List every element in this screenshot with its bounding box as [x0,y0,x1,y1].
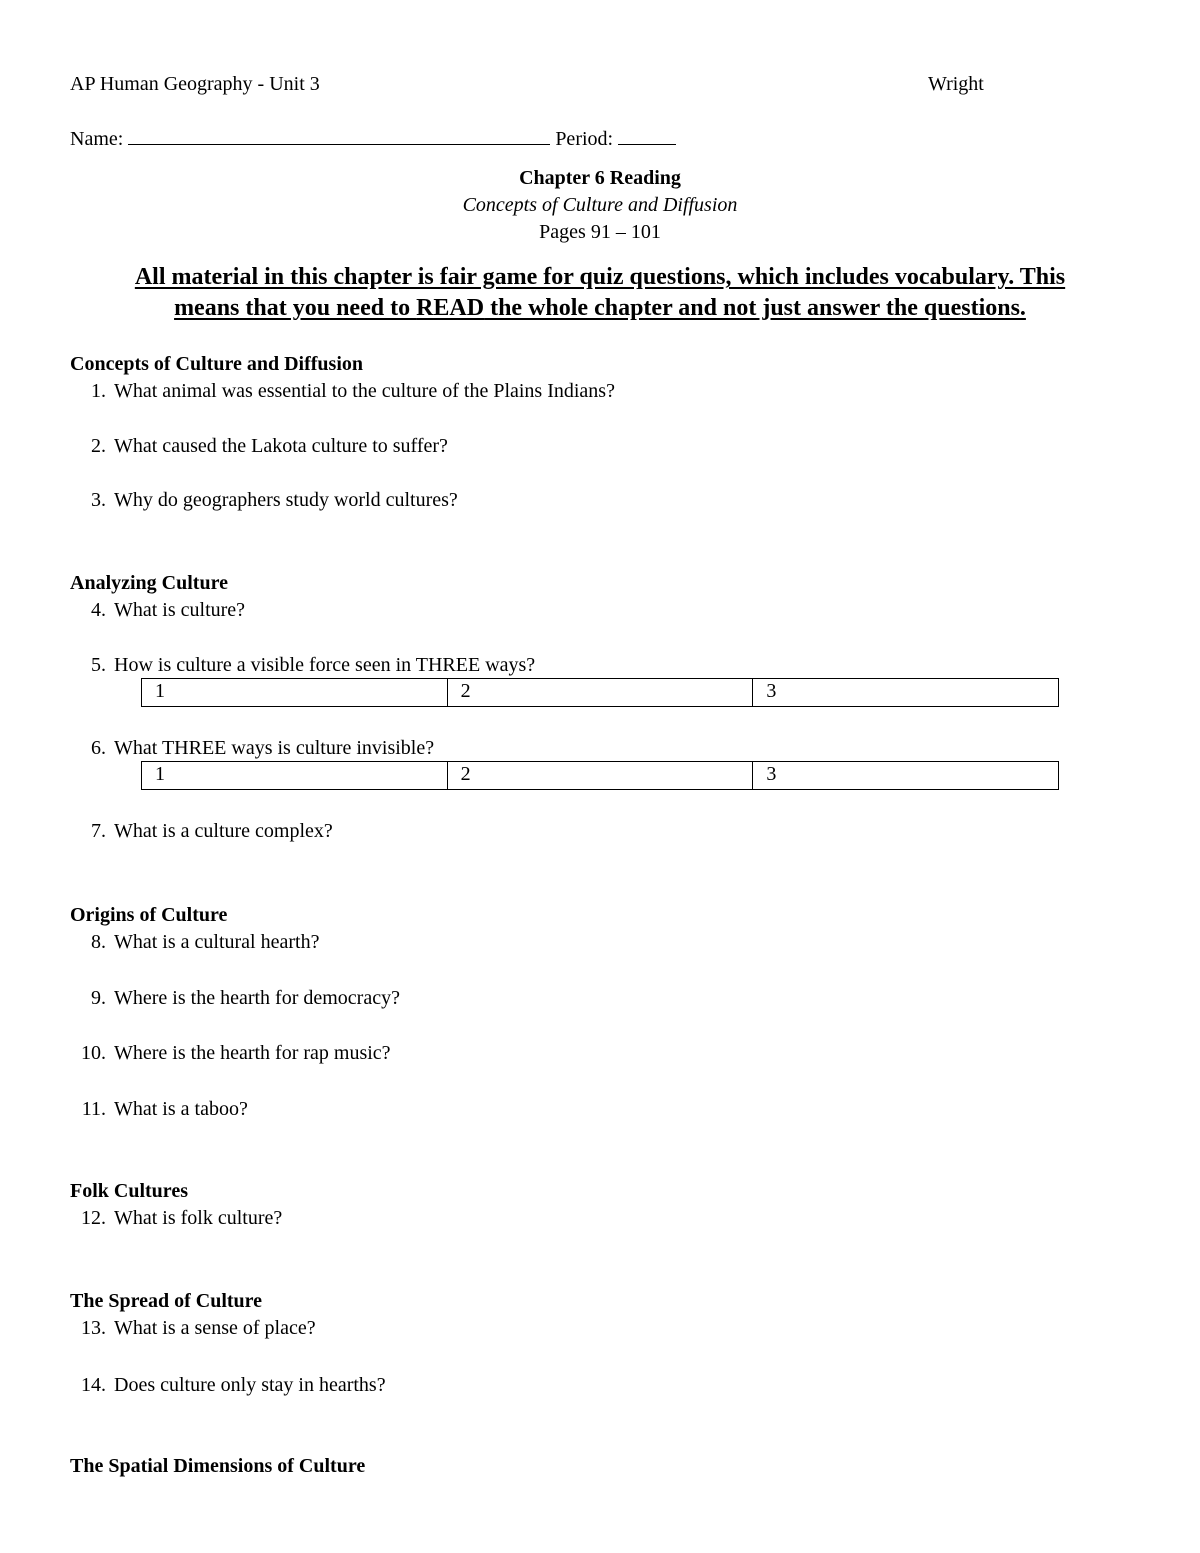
notice-emphasis: READ [416,295,485,321]
question-text: What caused the Lakota culture to suffer? [114,435,448,457]
question-item [70,1316,316,1340]
question-item [70,379,615,403]
question-number: 14. [81,1374,106,1396]
question-number: 9. [91,987,106,1009]
question-item [70,1097,248,1121]
invisible-ways-table [141,761,1059,790]
question-number: 8. [91,931,106,953]
question-text: Where is the hearth for democracy? [114,987,400,1009]
question-text: Does culture only stay in hearths? [114,1374,386,1396]
section-heading: The Spread of Culture [70,1290,263,1312]
question-item [70,1041,391,1065]
question-number: 10. [81,1042,106,1064]
question-text: Why do geographers study world cultures? [114,489,458,511]
period-label: Period: [555,128,614,150]
question-text: Where is the hearth for rap music? [114,1042,391,1064]
section-heading: Origins of Culture [70,904,228,926]
section-heading: Folk Cultures [70,1180,188,1202]
visible-ways-table [141,678,1059,707]
name-blank[interactable] [128,124,550,145]
notice-line-2 [0,293,1200,324]
question-number: 7. [91,820,106,842]
answer-cell-3[interactable]: 3 [753,762,1059,790]
question-text: What is culture? [114,599,246,621]
question-item [70,1373,386,1397]
answer-cell-1[interactable]: 1 [142,762,448,790]
question-number: 4. [91,599,106,621]
teacher-name: Wright [928,73,984,95]
question-number: 11. [81,1098,106,1120]
question-number: 2. [91,435,106,457]
question-item [70,736,434,760]
answer-cell-2[interactable]: 2 [447,679,753,707]
notice-line-1: All material in this chapter is fair game for quiz questions, which includes vocabulary. This [134,264,1066,290]
question-item [70,1206,282,1230]
question-item [70,488,458,512]
question-number: 13. [81,1317,106,1339]
name-line [70,124,676,151]
notice-line-2-end: the whole chapter and not just answer the questions. [484,295,1026,321]
chapter-pages: Pages 91 – 101 [539,221,661,243]
question-text: What is a culture complex? [114,820,333,842]
section-heading: Analyzing Culture [70,572,228,594]
question-item [70,986,400,1010]
answer-cell-2[interactable]: 2 [447,762,753,790]
question-item [70,598,245,622]
section-heading: Concepts of Culture and Diffusion [70,353,363,375]
question-text: What is a sense of place? [114,1317,316,1339]
question-item [70,434,448,458]
question-number: 12. [81,1207,106,1229]
notice-line-2-start: means that you need to [174,295,417,321]
question-number: 6. [91,737,106,759]
chapter-title: Chapter 6 Reading [519,167,681,189]
answer-cell-3[interactable]: 3 [753,679,1059,707]
question-number: 3. [91,489,106,511]
period-blank[interactable] [618,124,676,145]
question-text: What is folk culture? [114,1207,283,1229]
question-number: 1. [91,380,106,402]
question-number: 5. [91,654,106,676]
question-item [70,819,333,843]
question-text: What animal was essential to the culture of the Plains Indians? [114,380,615,402]
question-item [70,653,535,677]
question-text: What is a taboo? [114,1098,248,1120]
section-heading: The Spatial Dimensions of Culture [70,1455,366,1477]
question-text: What is a cultural hearth? [114,931,320,953]
question-text: What THREE ways is culture invisible? [114,737,435,759]
answer-cell-1[interactable]: 1 [142,679,448,707]
chapter-subtitle: Concepts of Culture and Diffusion [462,194,738,216]
name-label: Name: [70,128,124,150]
question-text: How is culture a visible force seen in THREE ways? [114,654,536,676]
question-item [70,930,319,954]
course-title: AP Human Geography - Unit 3 [70,73,320,95]
